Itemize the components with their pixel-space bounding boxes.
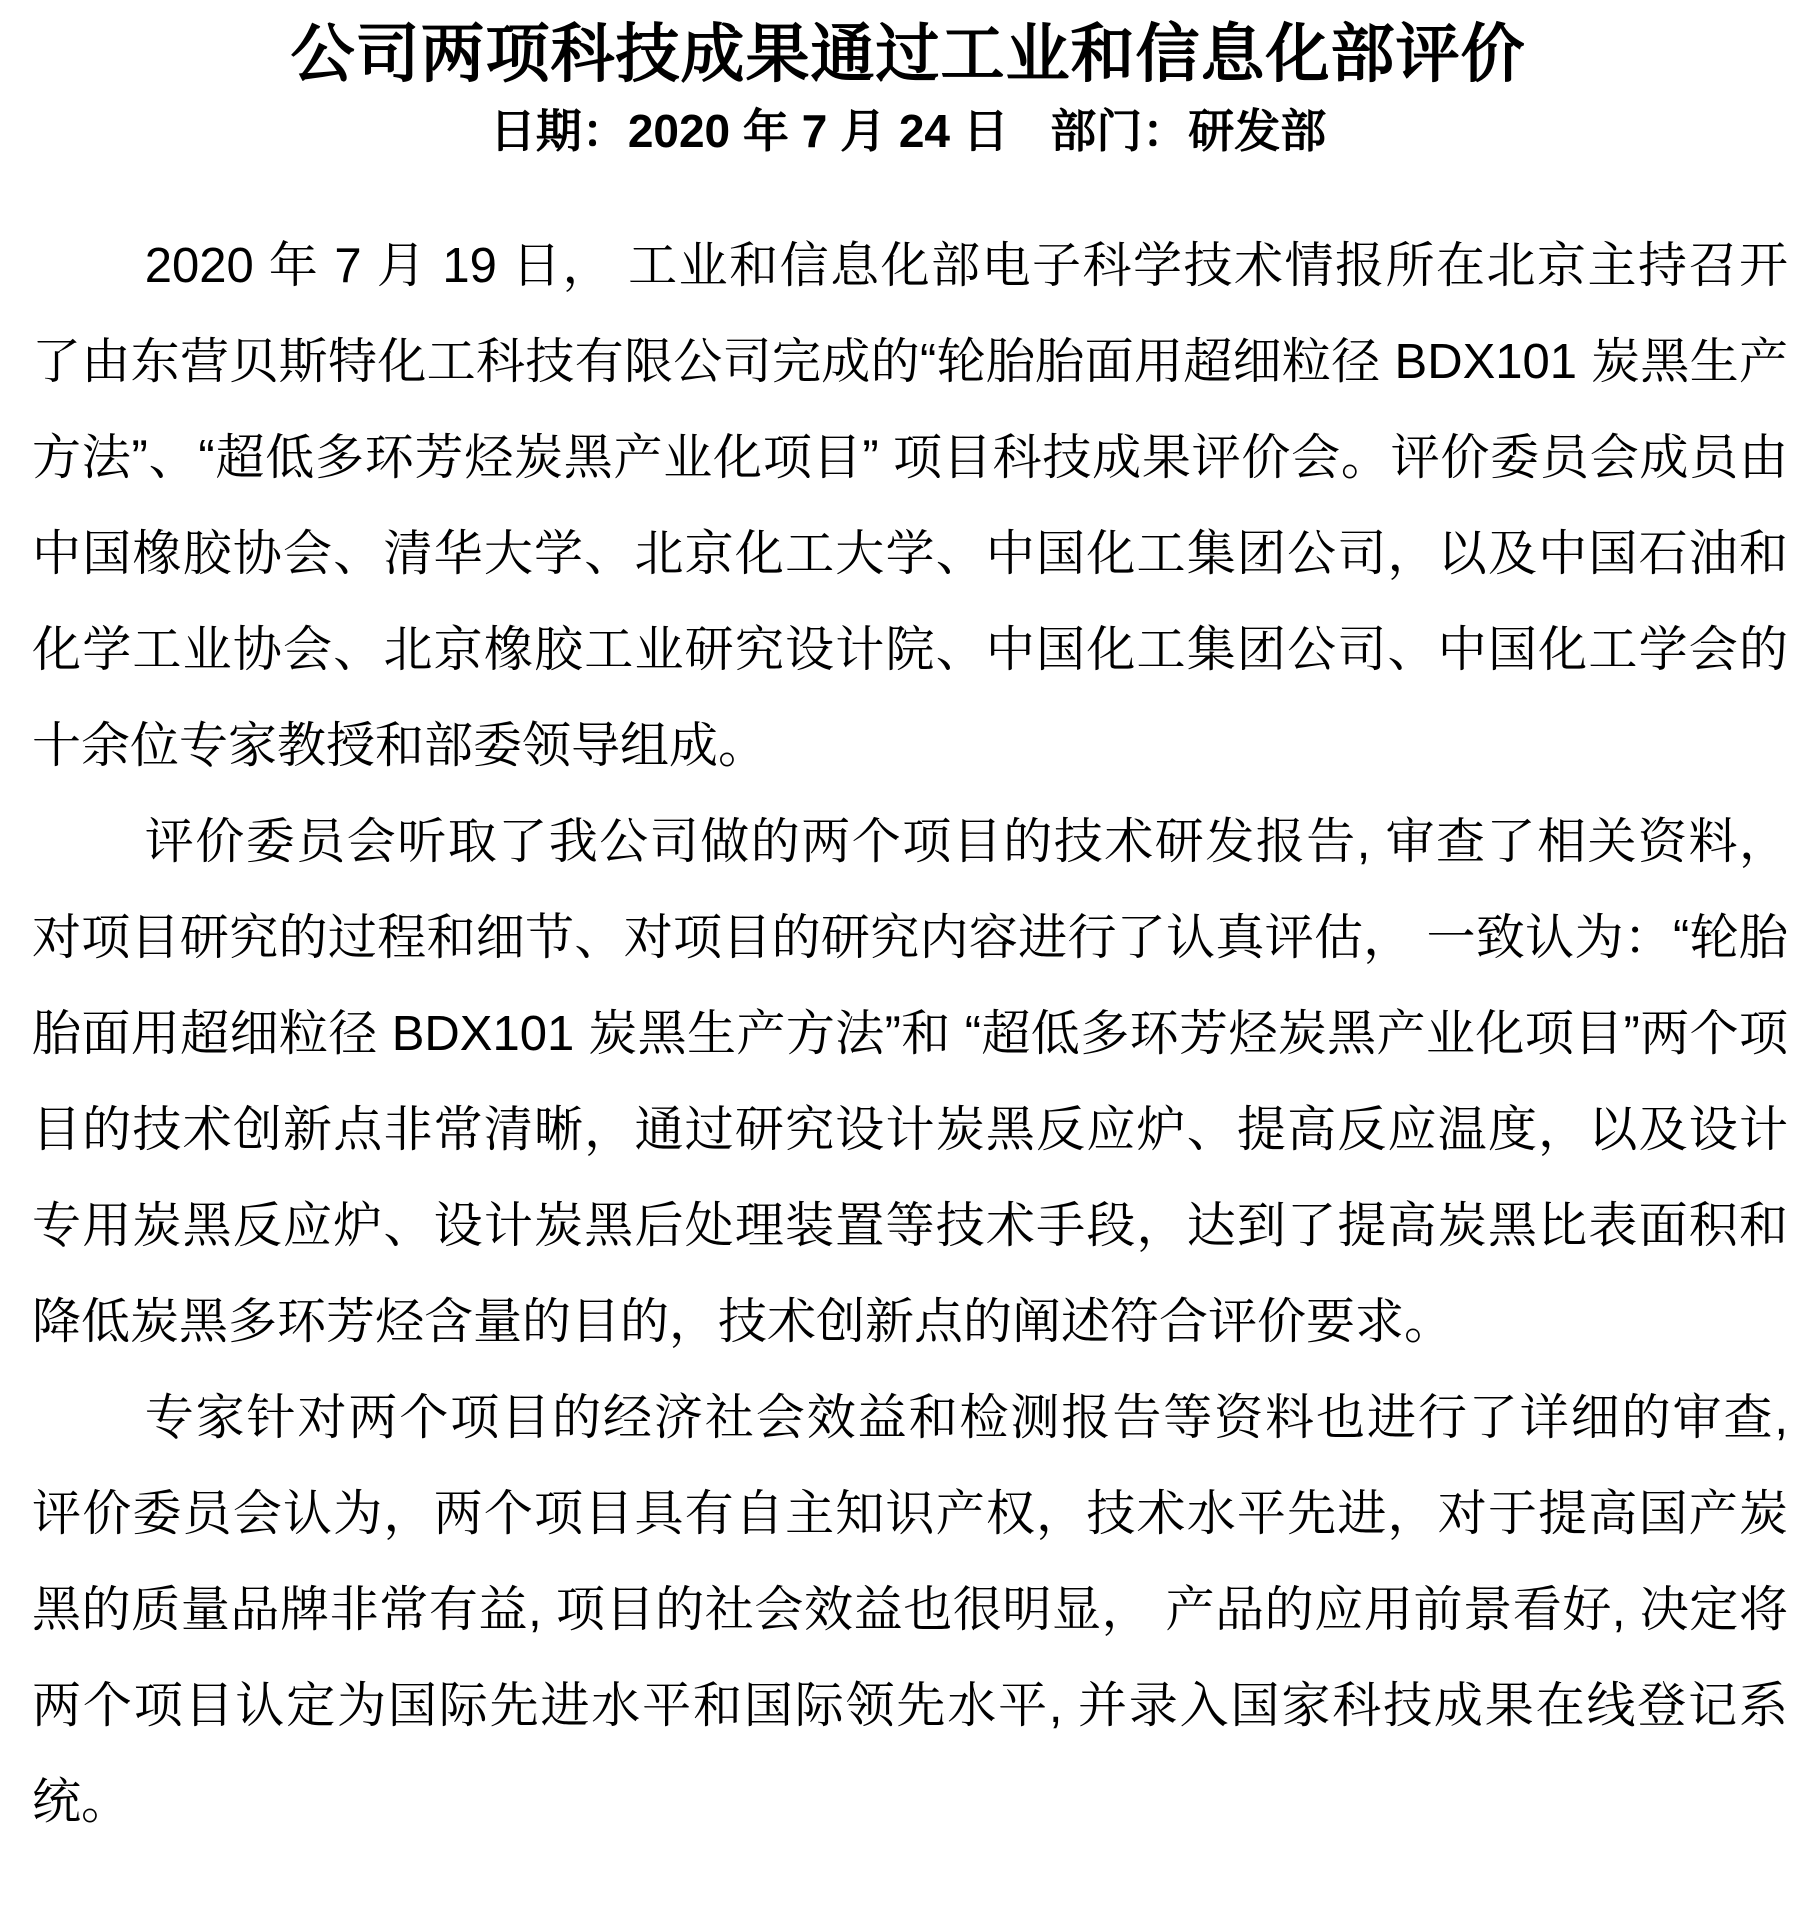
date-label: 日期： — [489, 105, 628, 157]
paragraph-1: 2020 年 7 月 19 日， 工业和信息化部电子科学技术情报所在北京主持召开了由东营贝斯特化工科技有限公司完成的“轮胎胎面用超细粒径 BDX101 炭黑生产方法”、“超低多环芳烃炭黑产业化项目” 项目科技成果评价会。评价委员会成员由中国橡胶协会、清华大学、北京化工大学、中国化工集团公司，以及中国石油和化学工业协会、北京橡胶工业研究设计院、中国化工集团公司、中国化工学会的十余位专家教授和部委领导组成。 — [32, 239, 1788, 773]
article-body — [32, 218, 1788, 1850]
department-value: 研发部 — [1188, 105, 1327, 157]
article-meta-line — [0, 100, 1816, 162]
paragraph-2: 评价委员会听取了我公司做的两个项目的技术研发报告, 审查了相关资料，对项目研究的过程和细节、对项目的研究内容进行了认真评估， 一致认为：“轮胎胎面用超细粒径 BDX101 炭黑生产方法”和 “超低多环芳烃炭黑产业化项目”两个项目的技术创新点非常清晰，通过研究设计炭黑反应炉、提高反应温度，以及设计专用炭黑反应炉、设计炭黑后处理装置等技术手段，达到了提高炭黑比表面积和降低炭黑多环芳烃含量的目的，技术创新点的阐述符合评价要求。 — [32, 815, 1788, 1349]
article-title: 公司两项科技成果通过工业和信息化部评价 — [290, 18, 1526, 90]
department-label: 部门： — [1050, 105, 1189, 157]
date-value: 2020 年 7 月 24 日 — [627, 105, 1009, 157]
paragraph-3: 专家针对两个项目的经济社会效益和检测报告等资料也进行了详细的审查, 评价委员会认为，两个项目具有自主知识产权，技术水平先进，对于提高国产炭黑的质量品牌非常有益, 项目的社会效益也很明显， 产品的应用前景看好, 决定将两个项目认定为国际先进水平和国际领先水平, 并录入国家科技成果在线登记系统。 — [32, 1391, 1788, 1829]
